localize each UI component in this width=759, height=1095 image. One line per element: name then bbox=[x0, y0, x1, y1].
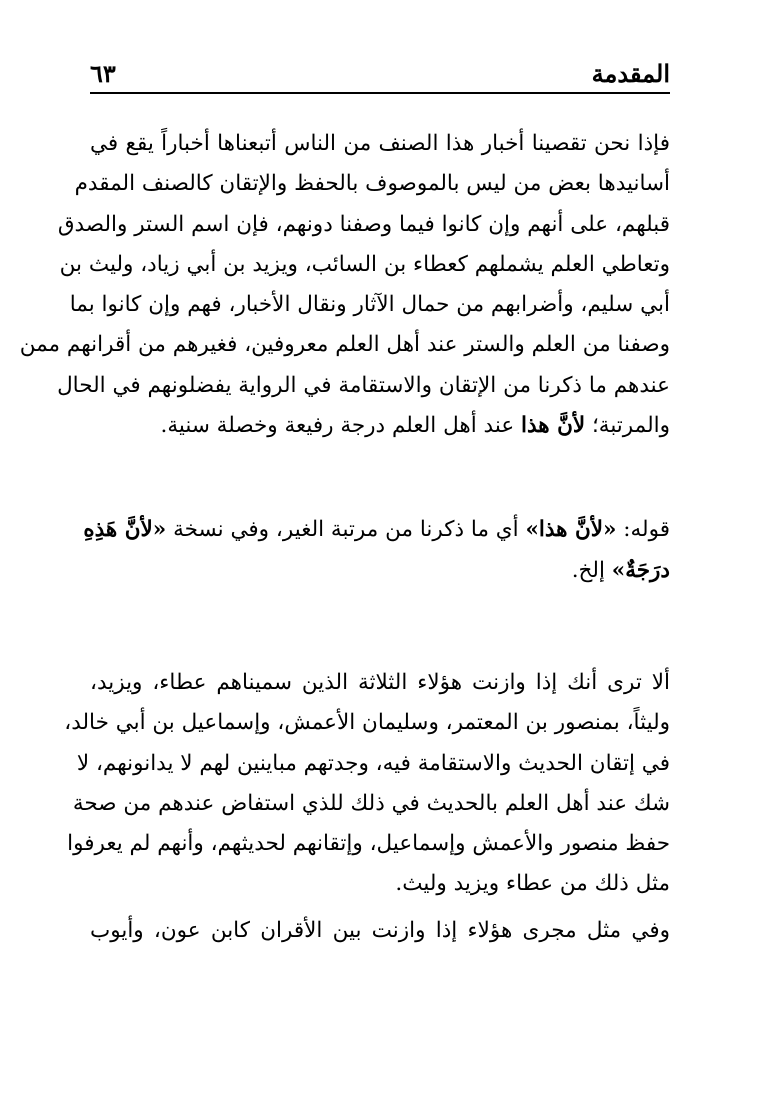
bold-quote: «لأنَّ هَذِهِ bbox=[83, 517, 167, 543]
chapter-title: المقدمة bbox=[591, 59, 670, 88]
commentary-paragraph bbox=[83, 510, 670, 591]
text-line: وليثاً، بمنصور بن المعتمر، وسليمان الأعمش، وإسماعيل بن أبي خالد، bbox=[64, 710, 670, 736]
text-line: ألا ترى أنك إذا وازنت هؤلاء الثلاثة الذين سميناهم عطاء، ويزيد، bbox=[90, 669, 670, 695]
text-line bbox=[90, 551, 670, 591]
text-line: في إتقان الحديث والاستقامة فيه، وجدتهم مباينين لهم لا يدانونهم، لا bbox=[76, 750, 670, 776]
text-segment: أي ما ذكرنا من مرتبة الغير، وفي نسخة bbox=[166, 517, 526, 543]
text-line: أسانيدها بعض من ليس بالموصوف بالحفظ والإتقان كالصنف المقدم bbox=[74, 171, 670, 197]
text-line: مثل ذلك من عطاء ويزيد وليث. bbox=[395, 871, 670, 897]
bold-quote: لأنَّ هذا bbox=[520, 413, 586, 439]
text-line bbox=[90, 406, 670, 446]
text-line bbox=[83, 510, 670, 550]
text-line: وتعاطي العلم يشملهم كعطاء بن السائب، ويزيد بن أبي زياد، وليث بن bbox=[59, 251, 670, 277]
running-header bbox=[90, 48, 670, 94]
book-page bbox=[19, 48, 670, 951]
text-line: شك عند أهل العلم بالحديث في ذلك للذي استفاض عندهم من صحة bbox=[72, 790, 670, 816]
text-segment: قوله: bbox=[616, 517, 670, 543]
text-segment: إلخ. bbox=[571, 557, 612, 583]
main-text-paragraph bbox=[64, 663, 670, 951]
text-line: وفي مثل مجرى هؤلاء إذا وازنت بين الأقران كابن عون، وأيوب bbox=[90, 917, 670, 943]
text-segment: عند أهل العلم درجة رفيعة وخصلة سنية. bbox=[160, 413, 521, 439]
bold-quote: درَجَةٌ» bbox=[611, 557, 670, 583]
text-segment: والمرتبة؛ bbox=[585, 413, 670, 439]
text-line: قبلهم، على أنهم وإن كانوا فيما وصفنا دونهم، فإن اسم الستر والصدق bbox=[57, 211, 670, 237]
text-line: فإذا نحن تقصينا أخبار هذا الصنف من الناس أتبعناها أخباراً يقع في bbox=[90, 131, 670, 156]
main-text-paragraph bbox=[19, 124, 670, 446]
text-line: عندهم ما ذكرنا من الإتقان والاستقامة في الرواية يفضلونهم في الحال bbox=[57, 372, 670, 398]
text-line: وصفنا من العلم والستر عند أهل العلم معروفين، فغيرهم من أقرانهم ممن bbox=[19, 332, 670, 358]
page-number: ٦٣ bbox=[90, 59, 116, 88]
text-line: أبي سليم، وأضرابهم من حمال الآثار ونقال الأخبار، فهم وإن كانوا بما bbox=[69, 292, 670, 318]
text-line: حفظ منصور والأعمش وإسماعيل، وإتقانهم لحديثهم، وأنهم لم يعرفوا bbox=[67, 831, 670, 857]
bold-quote: «لأنَّ هذا» bbox=[525, 517, 617, 543]
